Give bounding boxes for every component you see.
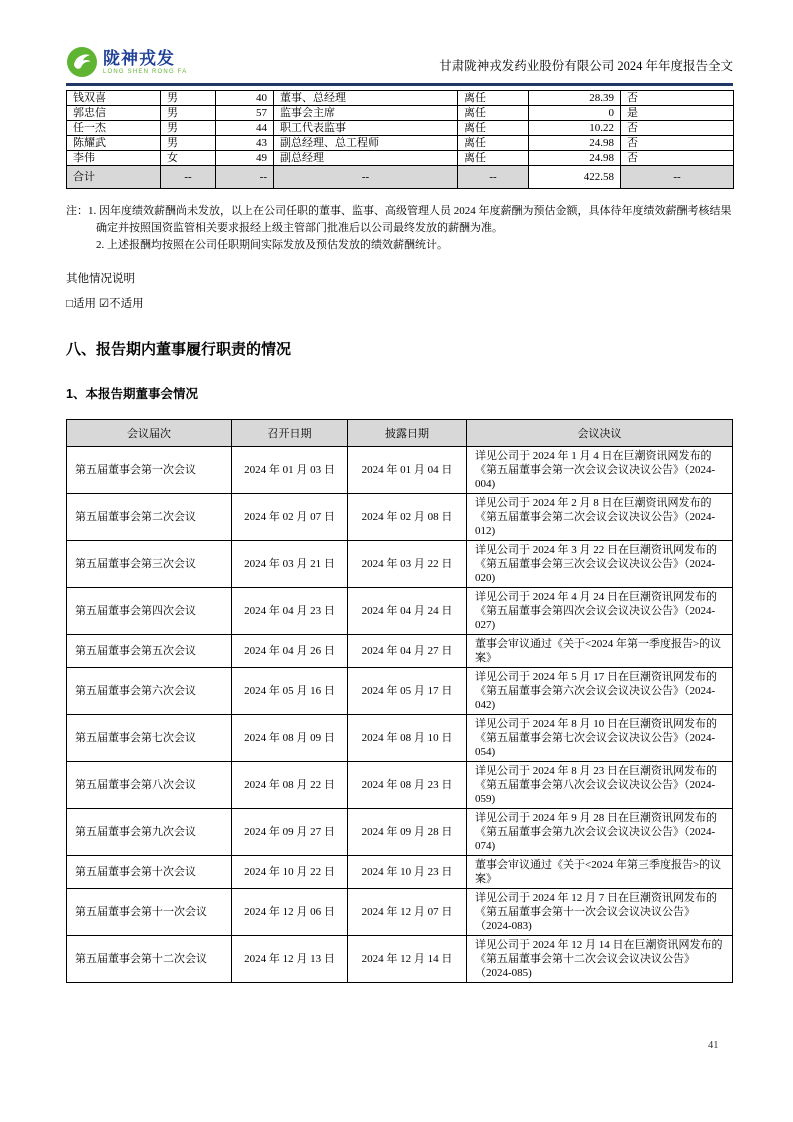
report-title: 甘肃陇神戎发药业股份有限公司 2024 年年度报告全文 — [439, 59, 733, 73]
table-row — [67, 106, 734, 121]
table-cell: 28.39 — [529, 91, 621, 106]
table-cell: 10.22 — [529, 121, 621, 136]
table-cell: 离任 — [458, 91, 529, 106]
table-cell: 离任 — [458, 151, 529, 166]
table-cell: 否 — [621, 151, 734, 166]
brand-text — [103, 50, 187, 75]
table-cell: 24.98 — [529, 136, 621, 151]
col-header-meeting: 会议届次 — [67, 420, 232, 447]
applicability-line: □适用 ☑不适用 — [66, 298, 144, 310]
table-row — [67, 121, 734, 136]
table-cell: 2024 年 04 月 27 日 — [348, 635, 467, 668]
table-cell: 董事会审议通过《关于<2024 年第一季度报告>的议案》 — [467, 635, 733, 668]
table-cell: 副总经理 — [274, 151, 458, 166]
board-meetings-table — [66, 419, 733, 983]
table-row — [67, 151, 734, 166]
section-heading: 八、报告期内董事履行职责的情况 — [66, 341, 292, 358]
col-header-disclosure-date: 披露日期 — [348, 420, 467, 447]
table-row — [67, 936, 733, 983]
table-cell: 详见公司于 2024 年 8 月 23 日在巨潮资讯网发布的《第五届董事会第八次会议会议决议公告》（2024-059) — [467, 762, 733, 809]
table-cell: 男 — [161, 136, 216, 151]
table-cell: 副总经理、总工程师 — [274, 136, 458, 151]
table-cell: 详见公司于 2024 年 2 月 8 日在巨潮资讯网发布的《第五届董事会第二次会议会议决议公告》（2024-012) — [467, 494, 733, 541]
table-cell: 0 — [529, 106, 621, 121]
company-logo — [66, 46, 187, 78]
table-row — [67, 856, 733, 889]
table-cell: 男 — [161, 121, 216, 136]
table-cell: 40 — [216, 91, 274, 106]
table-cell: 第五届董事会第八次会议 — [67, 762, 232, 809]
table-cell: 男 — [161, 91, 216, 106]
table-cell: 2024 年 12 月 07 日 — [348, 889, 467, 936]
table-row — [67, 588, 733, 635]
table-cell: 2024 年 02 月 07 日 — [232, 494, 348, 541]
table-cell: 详见公司于 2024 年 3 月 22 日在巨潮资讯网发布的《第五届董事会第三次会议会议决议公告》（2024-020) — [467, 541, 733, 588]
table-cell: 第五届董事会第十次会议 — [67, 856, 232, 889]
table-cell: 2024 年 03 月 21 日 — [232, 541, 348, 588]
table-cell: 2024 年 08 月 09 日 — [232, 715, 348, 762]
table-cell: 第五届董事会第四次会议 — [67, 588, 232, 635]
table-cell: 2024 年 08 月 23 日 — [348, 762, 467, 809]
table-cell: 职工代表监事 — [274, 121, 458, 136]
subsection-heading: 1、本报告期董事会情况 — [66, 387, 198, 401]
table-cell: 详见公司于 2024 年 9 月 28 日在巨潮资讯网发布的《第五届董事会第九次会议会议决议公告》（2024-074) — [467, 809, 733, 856]
table-cell: 2024 年 04 月 26 日 — [232, 635, 348, 668]
total-gender: -- — [161, 166, 216, 189]
table-cell: 43 — [216, 136, 274, 151]
table-cell: 女 — [161, 151, 216, 166]
notes-block — [66, 203, 733, 254]
table-cell: 2024 年 12 月 13 日 — [232, 936, 348, 983]
table-row — [67, 762, 733, 809]
table-cell: 详见公司于 2024 年 5 月 17 日在巨潮资讯网发布的《第五届董事会第六次会议会议决议公告》（2024-042) — [467, 668, 733, 715]
brand-name: 陇神戎发 — [103, 48, 175, 68]
other-note-title: 其他情况说明 — [66, 273, 135, 285]
table-cell: 李伟 — [67, 151, 161, 166]
table-cell: 2024 年 10 月 22 日 — [232, 856, 348, 889]
table-cell: 第五届董事会第一次会议 — [67, 447, 232, 494]
personnel-table — [66, 90, 734, 189]
table-cell: 第五届董事会第五次会议 — [67, 635, 232, 668]
table-cell: 2024 年 02 月 08 日 — [348, 494, 467, 541]
table-cell: 否 — [621, 121, 734, 136]
table-cell: 第五届董事会第三次会议 — [67, 541, 232, 588]
table-row — [67, 809, 733, 856]
table-cell: 2024 年 04 月 23 日 — [232, 588, 348, 635]
table-row — [67, 635, 733, 668]
table-cell: 详见公司于 2024 年 12 月 14 日在巨潮资讯网发布的《第五届董事会第十二次会议会议决议公告》（2024-085) — [467, 936, 733, 983]
table-cell: 2024 年 04 月 24 日 — [348, 588, 467, 635]
board-table-header-row — [67, 420, 733, 447]
brand-subtitle: LONG SHEN RONG FA — [103, 68, 188, 75]
table-cell: 第五届董事会第十二次会议 — [67, 936, 232, 983]
table-row — [67, 136, 734, 151]
table-cell: 2024 年 03 月 22 日 — [348, 541, 467, 588]
table-cell: 详见公司于 2024 年 8 月 10 日在巨潮资讯网发布的《第五届董事会第七次会议会议决议公告》（2024-054) — [467, 715, 733, 762]
note-line-2: 2. 上述报酬均按照在公司任职期间实际发放及预估发放的绩效薪酬统计。 — [96, 239, 448, 251]
total-salary: 422.58 — [529, 166, 621, 189]
table-cell: 44 — [216, 121, 274, 136]
table-cell: 24.98 — [529, 151, 621, 166]
table-cell: 任一杰 — [67, 121, 161, 136]
table-cell: 2024 年 09 月 27 日 — [232, 809, 348, 856]
table-cell: 2024 年 01 月 03 日 — [232, 447, 348, 494]
table-cell: 2024 年 12 月 06 日 — [232, 889, 348, 936]
total-age: -- — [216, 166, 274, 189]
table-cell: 详见公司于 2024 年 12 月 7 日在巨潮资讯网发布的《第五届董事会第十一次会议会议决议公告》（2024-083) — [467, 889, 733, 936]
table-cell: 董事、总经理 — [274, 91, 458, 106]
table-row — [67, 889, 733, 936]
header-rule — [66, 83, 733, 86]
table-cell: 第五届董事会第二次会议 — [67, 494, 232, 541]
table-cell: 第五届董事会第十一次会议 — [67, 889, 232, 936]
table-cell: 陈耀武 — [67, 136, 161, 151]
table-cell: 49 — [216, 151, 274, 166]
total-row — [67, 166, 734, 189]
note-line-1: 注：1. 因年度绩效薪酬尚未发放，以上在公司任职的董事、监事、高级管理人员 2024 年度薪酬为预估金额，具体待年度绩效薪酬考核结果确定并按照国资监管相关要求报经上级主管部门批准后以公司最终发放的薪酬为准。 — [66, 205, 732, 234]
table-cell: 详见公司于 2024 年 4 月 24 日在巨潮资讯网发布的《第五届董事会第四次会议会议决议公告》（2024-027) — [467, 588, 733, 635]
table-cell: 2024 年 12 月 14 日 — [348, 936, 467, 983]
table-cell: 2024 年 01 月 04 日 — [348, 447, 467, 494]
total-status: -- — [458, 166, 529, 189]
table-cell: 2024 年 09 月 28 日 — [348, 809, 467, 856]
table-cell: 第五届董事会第九次会议 — [67, 809, 232, 856]
table-cell: 否 — [621, 136, 734, 151]
table-cell: 离任 — [458, 136, 529, 151]
table-cell: 57 — [216, 106, 274, 121]
table-row — [67, 541, 733, 588]
col-header-convene-date: 召开日期 — [232, 420, 348, 447]
table-row — [67, 91, 734, 106]
table-cell: 第五届董事会第六次会议 — [67, 668, 232, 715]
table-cell: 2024 年 05 月 16 日 — [232, 668, 348, 715]
total-position: -- — [274, 166, 458, 189]
logo-icon — [66, 46, 98, 78]
table-row — [67, 494, 733, 541]
table-cell: 第五届董事会第七次会议 — [67, 715, 232, 762]
table-cell: 详见公司于 2024 年 1 月 4 日在巨潮资讯网发布的《第五届董事会第一次会议会议决议公告》（2024-004) — [467, 447, 733, 494]
total-label: 合计 — [67, 166, 161, 189]
table-cell: 2024 年 08 月 10 日 — [348, 715, 467, 762]
table-cell: 2024 年 10 月 23 日 — [348, 856, 467, 889]
table-cell: 男 — [161, 106, 216, 121]
page-header — [66, 0, 733, 78]
table-cell: 监事会主席 — [274, 106, 458, 121]
table-cell: 离任 — [458, 106, 529, 121]
col-header-resolution: 会议决议 — [467, 420, 733, 447]
page-number: 41 — [708, 1040, 719, 1051]
table-cell: 钱双喜 — [67, 91, 161, 106]
table-cell: 是 — [621, 106, 734, 121]
table-cell: 否 — [621, 91, 734, 106]
table-row — [67, 715, 733, 762]
table-cell: 2024 年 08 月 22 日 — [232, 762, 348, 809]
table-cell: 2024 年 05 月 17 日 — [348, 668, 467, 715]
total-current: -- — [621, 166, 734, 189]
table-row — [67, 447, 733, 494]
table-cell: 董事会审议通过《关于<2024 年第三季度报告>的议案》 — [467, 856, 733, 889]
table-cell: 郭忠信 — [67, 106, 161, 121]
table-cell: 离任 — [458, 121, 529, 136]
table-row — [67, 668, 733, 715]
